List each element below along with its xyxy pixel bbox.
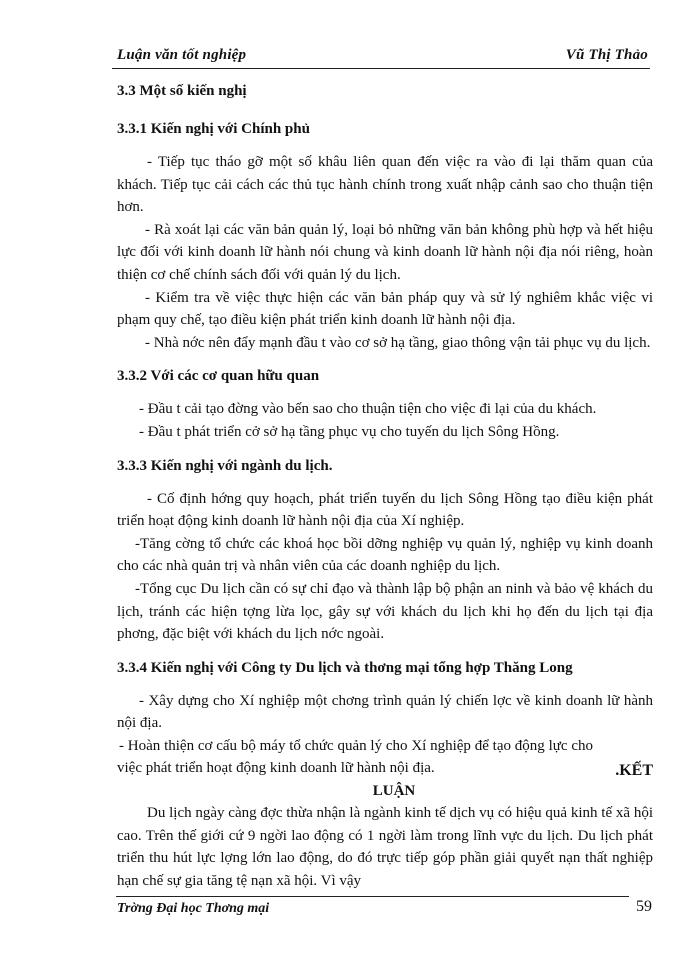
page-body xyxy=(117,79,653,892)
paragraph: - Kiểm tra về việc thực hiện các văn bản pháp quy và sử lý nghiêm khắc việc vi phạm quy chế, tạo điều kiện phát triển kinh doanh lữ hành nội địa. xyxy=(117,289,653,329)
paragraph: -Tăng cờng tổ chức các khoá học bồi dỡng nghiệp vụ quản lý, nghiệp vụ kinh doanh cho các nhà quản trị và nhân viên của các doanh nghiệp du lịch. xyxy=(117,535,653,575)
section-heading: 3.3 Một số kiến nghị xyxy=(117,83,247,99)
ket-fragment: .KẾT xyxy=(615,762,653,780)
paragraph: - Cố định hớng quy hoạch, phát triển tuyến du lịch Sông Hồng tạo điều kiện phát triển hoạt động kinh doanh lữ hành nội địa của Xí nghiệp. xyxy=(117,490,653,530)
page-number: 59 xyxy=(636,898,652,915)
footer-rule xyxy=(116,896,629,897)
subsection-heading-3-3-2: 3.3.2 Với các cơ quan hữu quan xyxy=(117,368,320,385)
header-right: Vũ Thị Thảo xyxy=(565,47,648,63)
paragraph: -Tổng cục Du lịch cần có sự chỉ đạo và thành lập bộ phận an ninh và bảo vệ khách du lịch, tránh các hiện tợng lừa lọc, gây sự với khách du lịch khi họ đến du lịch tại địa phơng, đặc biệt với khách du lịch nớc ngoài. xyxy=(117,580,653,643)
paragraph: - Hoàn thiện cơ cấu bộ máy tổ chức quản lý cho Xí nghiệp để tạo động lực cho việc phát triển hoạt động kinh doanh lữ hành nội địa. xyxy=(117,737,593,777)
paragraph: - Xây dựng cho Xí nghiệp một chơng trình quản lý chiến lợc về kinh doanh lữ hành nội địa. xyxy=(117,692,653,732)
footer-school: Trờng Đại học Thơng mại xyxy=(117,901,270,916)
paragraph: - Đầu t phát triển cở sở hạ tầng phục vụ cho tuyến du lịch Sông Hồng. xyxy=(139,423,560,440)
conclusion-heading: LUẬN xyxy=(372,783,416,800)
paragraph: - Tiếp tục tháo gỡ một số khâu liên quan đến việc ra vào đi lại thăm quan của khách. Tiếp tục cải cách các thủ tục hành chính trong xuất nhập cảnh sao cho thuận tiện hơn. xyxy=(117,154,653,216)
paragraph: - Đầu t cải tạo đờng vào bến sao cho thuận tiện cho việc đi lại của du khách. xyxy=(139,401,597,418)
subsection-heading-3-3-1: 3.3.1 Kiến nghị với Chính phủ xyxy=(117,121,310,137)
subsection-heading-3-3-4: 3.3.4 Kiến nghị với Công ty Du lịch và thơng mại tổng hợp Thăng Long xyxy=(117,659,573,676)
paragraph: - Rà xoát lại các văn bản quản lý, loại bỏ những văn bản không phù hợp và hết hiệu lực đối với kinh doanh lữ hành nói chung và kinh doanh lữ hành nội địa nói riêng, hoàn thiện cơ chế chính sách đối với quản lý du lịch. xyxy=(117,221,653,283)
paragraph: - Nhà nớc nên đẩy mạnh đầu t vào cơ sở hạ tầng, giao thông vận tải phục vụ du lịch. xyxy=(145,334,651,351)
conclusion-paragraph: Du lịch ngày càng đợc thừa nhận là ngành kinh tế dịch vụ có hiệu quả kinh tế xã hội cao. Trên thế giới cứ 9 ngời lao động có 1 ngời làm trong lĩnh vực du lịch. Du lịch phát triển thu hút lực lợng lớn lao động, do đó trực tiếp góp phần giải quyết nạn thất nghiệp hạn chế sự gia tăng tệ nạn xã hội. Vì vậy xyxy=(117,805,653,889)
header-left: Luận văn tốt nghiệp xyxy=(117,47,247,63)
subsection-heading-3-3-3: 3.3.3 Kiến nghị với ngành du lịch. xyxy=(117,457,333,474)
header-rule xyxy=(112,68,650,69)
